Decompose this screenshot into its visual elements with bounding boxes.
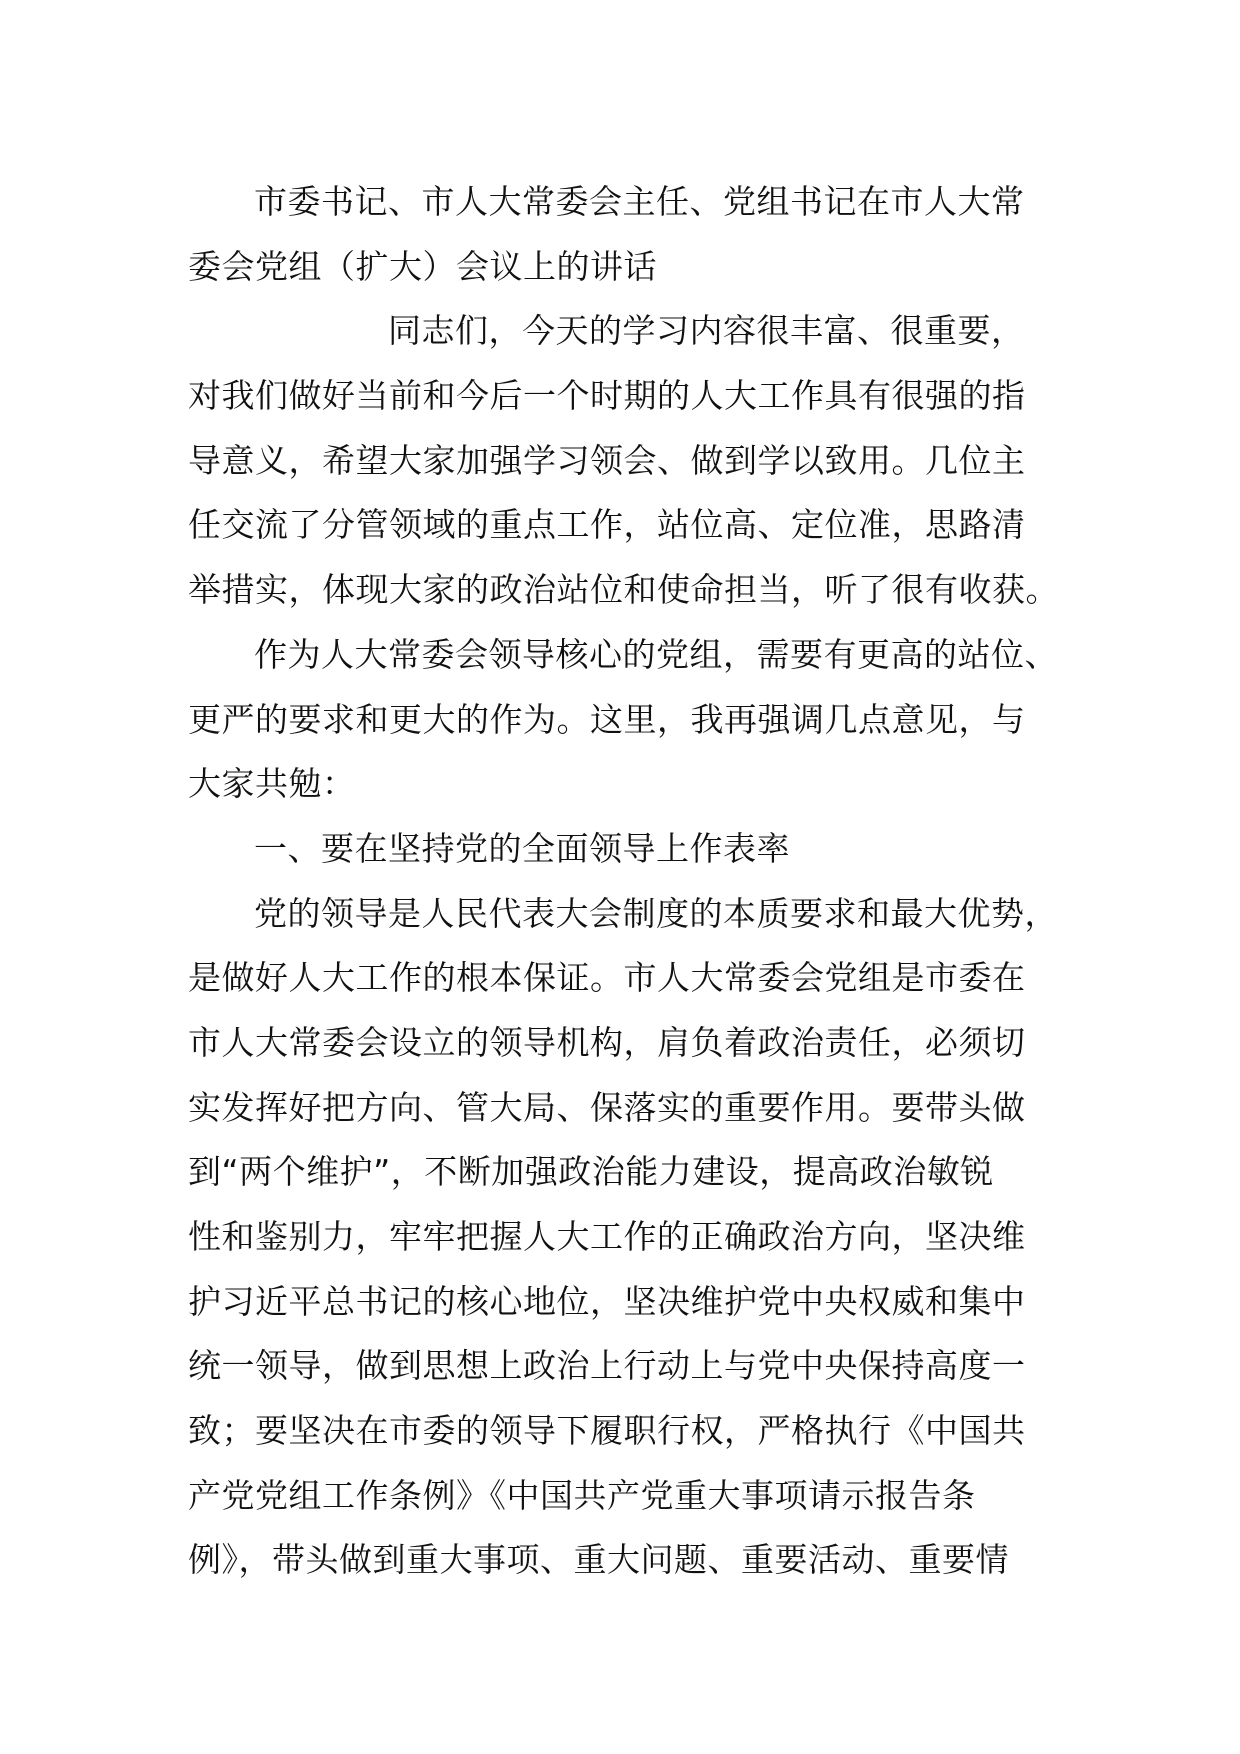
para3-line-10: 产党党组工作条例》《中国共产党重大事项请示报告条	[188, 1475, 976, 1515]
para3-line-11: 例》，带头做到重大事项、重大问题、重要活动、重要情	[188, 1540, 1009, 1580]
para1-line-2: 对我们做好当前和今后一个时期的人大工作具有很强的指	[188, 376, 1026, 416]
section-heading-1: 一、要在坚持党的全面领导上作表率	[254, 828, 790, 868]
para3-line-4: 实发挥好把方向、管大局、保落实的重要作用。要带头做	[188, 1087, 1026, 1127]
title-line-2: 委会党组（扩大）会议上的讲话	[188, 246, 657, 286]
para2-line-2: 更严的要求和更大的作为。这里，我再强调几点意见，与	[188, 699, 1026, 739]
document-body	[188, 170, 1068, 1593]
para3-line-8: 统一领导，做到思想上政治上行动上与党中央保持高度一	[188, 1346, 1026, 1386]
para1-line-5: 举措实，体现大家的政治站位和使命担当，听了很有收获。	[188, 570, 1059, 610]
para2-line-1: 作为人大常委会领导核心的党组，需要有更高的站位、	[254, 634, 1058, 674]
para3-line-6: 性和鉴别力，牢牢把握人大工作的正确政治方向，坚决维	[188, 1217, 1026, 1256]
para3-line-3: 市人大常委会设立的领导机构，肩负着政治责任，必须切	[188, 1022, 1026, 1062]
para1-line-4: 任交流了分管领域的重点工作，站位高、定位准，思路清	[188, 505, 1026, 545]
para1-line-1: 同志们，今天的学习内容很丰富、很重要，	[388, 311, 1025, 351]
para3-line-9: 致；要坚决在市委的领导下履职行权，严格执行《中国共	[188, 1411, 1026, 1451]
para1-line-3: 导意义，希望大家加强学习领会、做到学以致用。几位主	[188, 440, 1026, 480]
para2-line-3: 大家共勉：	[188, 764, 356, 804]
para3-line-1: 党的领导是人民代表大会制度的本质要求和最大优势，	[254, 893, 1058, 933]
para3-line-5: 到“两个维护”，不断加强政治能力建设，提高政治敏锐	[188, 1152, 994, 1192]
para3-line-7: 护习近平总书记的核心地位，坚决维护党中央权威和集中	[188, 1281, 1026, 1321]
para3-line-2: 是做好人大工作的根本保证。市人大常委会党组是市委在	[188, 958, 1026, 998]
title-line-1: 市委书记、市人大常委会主任、党组书记在市人大常	[254, 182, 1025, 221]
